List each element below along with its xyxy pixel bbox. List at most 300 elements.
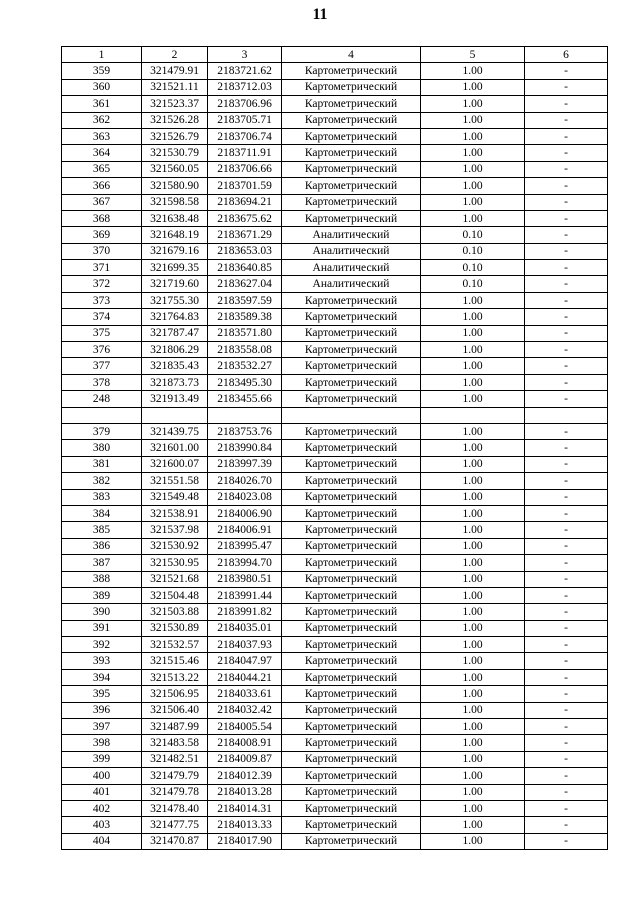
table-cell: 388 <box>62 571 142 587</box>
table-row <box>62 473 608 489</box>
table-cell: 1.00 <box>421 391 525 407</box>
table-cell: 1.00 <box>421 325 525 341</box>
table-cell: 2183640.85 <box>208 260 282 276</box>
table-cell: - <box>525 538 608 554</box>
table-row <box>62 227 608 243</box>
table-cell: 378 <box>62 374 142 390</box>
table-cell: 394 <box>62 669 142 685</box>
table-cell: 321530.89 <box>142 620 208 636</box>
table-cell: - <box>525 571 608 587</box>
table-row <box>62 374 608 390</box>
table-cell: 362 <box>62 112 142 128</box>
table-row <box>62 112 608 128</box>
table-cell: - <box>525 637 608 653</box>
table-cell: 2184047.97 <box>208 653 282 669</box>
table-cell: 386 <box>62 538 142 554</box>
table-row <box>62 260 608 276</box>
table-cell: 376 <box>62 342 142 358</box>
table-cell: Картометрический <box>282 604 421 620</box>
table-cell: 1.00 <box>421 538 525 554</box>
table-cell: - <box>525 620 608 636</box>
table-cell: 321477.75 <box>142 817 208 833</box>
table-cell: 321532.57 <box>142 637 208 653</box>
table-cell: Картометрический <box>282 751 421 767</box>
table-cell: 391 <box>62 620 142 636</box>
table-cell: 321600.07 <box>142 456 208 472</box>
table-row <box>62 342 608 358</box>
table-cell: - <box>525 342 608 358</box>
table-cell: 2184006.91 <box>208 522 282 538</box>
table-cell: 401 <box>62 784 142 800</box>
table-cell: - <box>525 227 608 243</box>
table-cell: Картометрический <box>282 522 421 538</box>
table-cell: 321601.00 <box>142 440 208 456</box>
table-cell: 0.10 <box>421 276 525 292</box>
table-cell: 390 <box>62 604 142 620</box>
table-row <box>62 128 608 144</box>
table-cell: 321648.19 <box>142 227 208 243</box>
table-cell: 365 <box>62 161 142 177</box>
table-cell: 1.00 <box>421 555 525 571</box>
table-cell: 1.00 <box>421 63 525 79</box>
table-cell: 2184013.28 <box>208 784 282 800</box>
table-cell: - <box>525 194 608 210</box>
table-cell: 2183495.30 <box>208 374 282 390</box>
table-cell: 2183980.51 <box>208 571 282 587</box>
table-cell: 321580.90 <box>142 178 208 194</box>
table-cell: Картометрический <box>282 735 421 751</box>
table-cell: - <box>525 391 608 407</box>
table-cell: - <box>525 276 608 292</box>
table-cell: - <box>525 145 608 161</box>
table-row <box>62 145 608 161</box>
table-cell: 377 <box>62 358 142 374</box>
coordinates-table <box>61 46 608 850</box>
table-cell: Аналитический <box>282 260 421 276</box>
table-row <box>62 735 608 751</box>
table-cell: - <box>525 473 608 489</box>
table-row <box>62 292 608 308</box>
table-row <box>62 817 608 833</box>
table-cell: 1.00 <box>421 112 525 128</box>
table-row <box>62 489 608 505</box>
table-cell: Картометрический <box>282 637 421 653</box>
table-cell: 1.00 <box>421 358 525 374</box>
table-cell: - <box>525 243 608 259</box>
table-cell: 1.00 <box>421 473 525 489</box>
table-cell: 1.00 <box>421 210 525 226</box>
table-cell <box>142 407 208 423</box>
table-cell: 321764.83 <box>142 309 208 325</box>
table-cell: 2183997.39 <box>208 456 282 472</box>
table-cell: - <box>525 161 608 177</box>
table-cell: 1.00 <box>421 587 525 603</box>
table-cell: Аналитический <box>282 243 421 259</box>
table-cell: 321479.78 <box>142 784 208 800</box>
table-cell: 402 <box>62 800 142 816</box>
table-cell: 363 <box>62 128 142 144</box>
table-cell: 2183711.91 <box>208 145 282 161</box>
table-cell: - <box>525 702 608 718</box>
table-cell: 1.00 <box>421 161 525 177</box>
table-cell: 1.00 <box>421 440 525 456</box>
table-cell: Картометрический <box>282 96 421 112</box>
table-cell: Картометрический <box>282 325 421 341</box>
table-row <box>62 620 608 636</box>
table-cell: 2184033.61 <box>208 686 282 702</box>
table-cell: 1.00 <box>421 620 525 636</box>
table-cell: 321515.46 <box>142 653 208 669</box>
table-cell: 379 <box>62 423 142 439</box>
table-cell: Картометрический <box>282 292 421 308</box>
table-cell: 380 <box>62 440 142 456</box>
table-cell: 364 <box>62 145 142 161</box>
table-cell: 321526.79 <box>142 128 208 144</box>
table-cell: 321470.87 <box>142 833 208 849</box>
table-cell: 0.10 <box>421 260 525 276</box>
table-cell: 321513.22 <box>142 669 208 685</box>
table-cell: 321521.68 <box>142 571 208 587</box>
table-row <box>62 686 608 702</box>
table-cell: 2183589.38 <box>208 309 282 325</box>
table-cell: Картометрический <box>282 800 421 816</box>
table-cell: 321530.95 <box>142 555 208 571</box>
table-cell <box>282 407 421 423</box>
table-cell: - <box>525 505 608 521</box>
table-cell: 1.00 <box>421 374 525 390</box>
table-cell: 381 <box>62 456 142 472</box>
table-cell: 1.00 <box>421 79 525 95</box>
table-row <box>62 325 608 341</box>
table-cell: 321787.47 <box>142 325 208 341</box>
table-cell: 398 <box>62 735 142 751</box>
table-cell: 2183991.82 <box>208 604 282 620</box>
table-cell: - <box>525 817 608 833</box>
table-cell: - <box>525 63 608 79</box>
table-cell: 321482.51 <box>142 751 208 767</box>
table-cell: 361 <box>62 96 142 112</box>
table-cell: Аналитический <box>282 276 421 292</box>
table-cell: 321538.91 <box>142 505 208 521</box>
table-cell: - <box>525 79 608 95</box>
table-cell: 371 <box>62 260 142 276</box>
table-cell: 2183991.44 <box>208 587 282 603</box>
table-cell: 2183571.80 <box>208 325 282 341</box>
table-cell: 1.00 <box>421 145 525 161</box>
table-cell: - <box>525 96 608 112</box>
table-cell: 321806.29 <box>142 342 208 358</box>
table-cell: - <box>525 522 608 538</box>
table-cell: 1.00 <box>421 686 525 702</box>
table-cell: 321679.16 <box>142 243 208 259</box>
table-cell: Картометрический <box>282 63 421 79</box>
table-row <box>62 276 608 292</box>
table-cell: - <box>525 309 608 325</box>
table-cell: 1.00 <box>421 768 525 784</box>
table-cell: 2184009.87 <box>208 751 282 767</box>
table-cell: Картометрический <box>282 309 421 325</box>
table-cell: 368 <box>62 210 142 226</box>
table-cell: 2183706.66 <box>208 161 282 177</box>
table-cell: Картометрический <box>282 342 421 358</box>
table-cell: - <box>525 325 608 341</box>
table-cell: 321506.95 <box>142 686 208 702</box>
table-cell: 321483.58 <box>142 735 208 751</box>
table-row <box>62 768 608 784</box>
table-cell: Картометрический <box>282 440 421 456</box>
table-cell: 1.00 <box>421 505 525 521</box>
table-cell: - <box>525 260 608 276</box>
table-cell: 321487.99 <box>142 719 208 735</box>
table-cell: 321699.35 <box>142 260 208 276</box>
table-cell: 2183671.29 <box>208 227 282 243</box>
table-cell: 321523.37 <box>142 96 208 112</box>
table-cell: - <box>525 587 608 603</box>
table-cell: Картометрический <box>282 702 421 718</box>
table-cell: 370 <box>62 243 142 259</box>
table-cell: Картометрический <box>282 587 421 603</box>
table-cell: - <box>525 374 608 390</box>
table-cell: Картометрический <box>282 538 421 554</box>
table-cell: 2183994.70 <box>208 555 282 571</box>
table-cell: 1.00 <box>421 309 525 325</box>
table-row <box>62 538 608 554</box>
table-cell: 2184023.08 <box>208 489 282 505</box>
table-cell: Картометрический <box>282 817 421 833</box>
table-cell: Картометрический <box>282 79 421 95</box>
table-cell <box>62 407 142 423</box>
table-cell: 321537.98 <box>142 522 208 538</box>
table-cell: 403 <box>62 817 142 833</box>
table-cell: 2184008.91 <box>208 735 282 751</box>
table-cell: 321479.91 <box>142 63 208 79</box>
table-cell: Картометрический <box>282 555 421 571</box>
table-cell: - <box>525 440 608 456</box>
table-row <box>62 243 608 259</box>
table-cell: 1.00 <box>421 817 525 833</box>
table-cell: 1.00 <box>421 735 525 751</box>
table-cell: 1.00 <box>421 833 525 849</box>
table-cell: 2184044.21 <box>208 669 282 685</box>
table-cell: - <box>525 489 608 505</box>
table-cell: 1.00 <box>421 128 525 144</box>
table-cell: 321439.75 <box>142 423 208 439</box>
table-row <box>62 800 608 816</box>
table-cell: Картометрический <box>282 784 421 800</box>
table-cell: Картометрический <box>282 178 421 194</box>
column-header: 6 <box>525 47 608 63</box>
table-cell: 385 <box>62 522 142 538</box>
table-cell: 400 <box>62 768 142 784</box>
table-cell: - <box>525 686 608 702</box>
table-cell: - <box>525 358 608 374</box>
table-row <box>62 784 608 800</box>
table-cell: 321560.05 <box>142 161 208 177</box>
table-cell: Картометрический <box>282 620 421 636</box>
table-cell: - <box>525 833 608 849</box>
table-cell: 369 <box>62 227 142 243</box>
table-cell: 359 <box>62 63 142 79</box>
column-header: 3 <box>208 47 282 63</box>
table-cell: 2184014.31 <box>208 800 282 816</box>
table-row <box>62 407 608 423</box>
table-cell: - <box>525 751 608 767</box>
table-row <box>62 79 608 95</box>
table-cell: Картометрический <box>282 374 421 390</box>
table-cell: - <box>525 456 608 472</box>
table-cell: 2184035.01 <box>208 620 282 636</box>
table-cell: 2183532.27 <box>208 358 282 374</box>
table-cell: 321835.43 <box>142 358 208 374</box>
table-cell: - <box>525 555 608 571</box>
table-cell <box>525 407 608 423</box>
table-cell: Картометрический <box>282 210 421 226</box>
table-cell: Картометрический <box>282 768 421 784</box>
table-cell: - <box>525 800 608 816</box>
table-cell: Картометрический <box>282 145 421 161</box>
table-cell: 1.00 <box>421 522 525 538</box>
table-cell: 2184006.90 <box>208 505 282 521</box>
table-cell: 1.00 <box>421 456 525 472</box>
table-row <box>62 96 608 112</box>
table-cell: 321530.92 <box>142 538 208 554</box>
table-row <box>62 309 608 325</box>
table-cell: 373 <box>62 292 142 308</box>
table-cell: 2183701.59 <box>208 178 282 194</box>
table-row <box>62 63 608 79</box>
table-cell: - <box>525 128 608 144</box>
table-cell: 321549.48 <box>142 489 208 505</box>
table-cell: 321551.58 <box>142 473 208 489</box>
column-header: 5 <box>421 47 525 63</box>
table-cell: 248 <box>62 391 142 407</box>
table-cell: 392 <box>62 637 142 653</box>
table-cell: Картометрический <box>282 456 421 472</box>
table-cell: - <box>525 784 608 800</box>
table-cell: 321503.88 <box>142 604 208 620</box>
table-cell: - <box>525 423 608 439</box>
table-cell: 382 <box>62 473 142 489</box>
table-cell: - <box>525 112 608 128</box>
table-cell: Картометрический <box>282 833 421 849</box>
table-row <box>62 423 608 439</box>
table-cell: - <box>525 604 608 620</box>
table-cell: 2183990.84 <box>208 440 282 456</box>
table-cell: 375 <box>62 325 142 341</box>
table-cell: 389 <box>62 587 142 603</box>
table-row <box>62 587 608 603</box>
table-cell: 387 <box>62 555 142 571</box>
table-cell: 1.00 <box>421 653 525 669</box>
table-cell: 1.00 <box>421 292 525 308</box>
table-cell: 2183653.03 <box>208 243 282 259</box>
table-cell: 321873.73 <box>142 374 208 390</box>
column-header: 4 <box>282 47 421 63</box>
table-row <box>62 719 608 735</box>
table-cell: 321478.40 <box>142 800 208 816</box>
table-cell: 2183721.62 <box>208 63 282 79</box>
table-cell: Картометрический <box>282 161 421 177</box>
table-row <box>62 391 608 407</box>
table-cell: 2183753.76 <box>208 423 282 439</box>
table-cell: 321504.48 <box>142 587 208 603</box>
table-cell: Аналитический <box>282 227 421 243</box>
table-cell: 321719.60 <box>142 276 208 292</box>
table-cell: 321755.30 <box>142 292 208 308</box>
table-body <box>62 63 608 850</box>
table-row <box>62 456 608 472</box>
table-cell: 2183597.59 <box>208 292 282 308</box>
table-row <box>62 178 608 194</box>
table-cell: - <box>525 653 608 669</box>
table-cell: - <box>525 735 608 751</box>
table-cell: 2184013.33 <box>208 817 282 833</box>
table-cell <box>208 407 282 423</box>
table-cell <box>421 407 525 423</box>
table-row <box>62 194 608 210</box>
table-cell: 1.00 <box>421 194 525 210</box>
table-cell: - <box>525 669 608 685</box>
table-cell: Картометрический <box>282 719 421 735</box>
table-cell: - <box>525 292 608 308</box>
table-cell: 1.00 <box>421 800 525 816</box>
table-cell: 1.00 <box>421 719 525 735</box>
table-row <box>62 669 608 685</box>
table-cell: 404 <box>62 833 142 849</box>
table-cell: 0.10 <box>421 227 525 243</box>
table-cell: 321530.79 <box>142 145 208 161</box>
table-cell: 399 <box>62 751 142 767</box>
table-cell: 384 <box>62 505 142 521</box>
table-row <box>62 358 608 374</box>
table-header-row <box>62 47 608 63</box>
table-cell: 360 <box>62 79 142 95</box>
table-cell: 1.00 <box>421 178 525 194</box>
column-header: 1 <box>62 47 142 63</box>
table-row <box>62 637 608 653</box>
table-cell: - <box>525 210 608 226</box>
table-cell: Картометрический <box>282 391 421 407</box>
column-header: 2 <box>142 47 208 63</box>
table-row <box>62 653 608 669</box>
table-cell: 366 <box>62 178 142 194</box>
table-cell: Картометрический <box>282 489 421 505</box>
table-cell: 321506.40 <box>142 702 208 718</box>
table-cell: Картометрический <box>282 194 421 210</box>
table-row <box>62 210 608 226</box>
table-cell: - <box>525 768 608 784</box>
table-cell: 383 <box>62 489 142 505</box>
table-cell: 372 <box>62 276 142 292</box>
table-cell: 1.00 <box>421 604 525 620</box>
table-cell: 367 <box>62 194 142 210</box>
table-cell: 2184032.42 <box>208 702 282 718</box>
table-cell: 1.00 <box>421 637 525 653</box>
table-cell: 2183627.04 <box>208 276 282 292</box>
table-cell: Картометрический <box>282 473 421 489</box>
table-cell: 2184037.93 <box>208 637 282 653</box>
table-cell: 2183675.62 <box>208 210 282 226</box>
page-number: 11 <box>312 6 328 23</box>
table-cell: 321913.49 <box>142 391 208 407</box>
table-row <box>62 440 608 456</box>
table-cell: 2183558.08 <box>208 342 282 358</box>
table-cell: 396 <box>62 702 142 718</box>
table-cell: 397 <box>62 719 142 735</box>
table-cell: 374 <box>62 309 142 325</box>
table-cell: 321638.48 <box>142 210 208 226</box>
table-cell: 2184005.54 <box>208 719 282 735</box>
